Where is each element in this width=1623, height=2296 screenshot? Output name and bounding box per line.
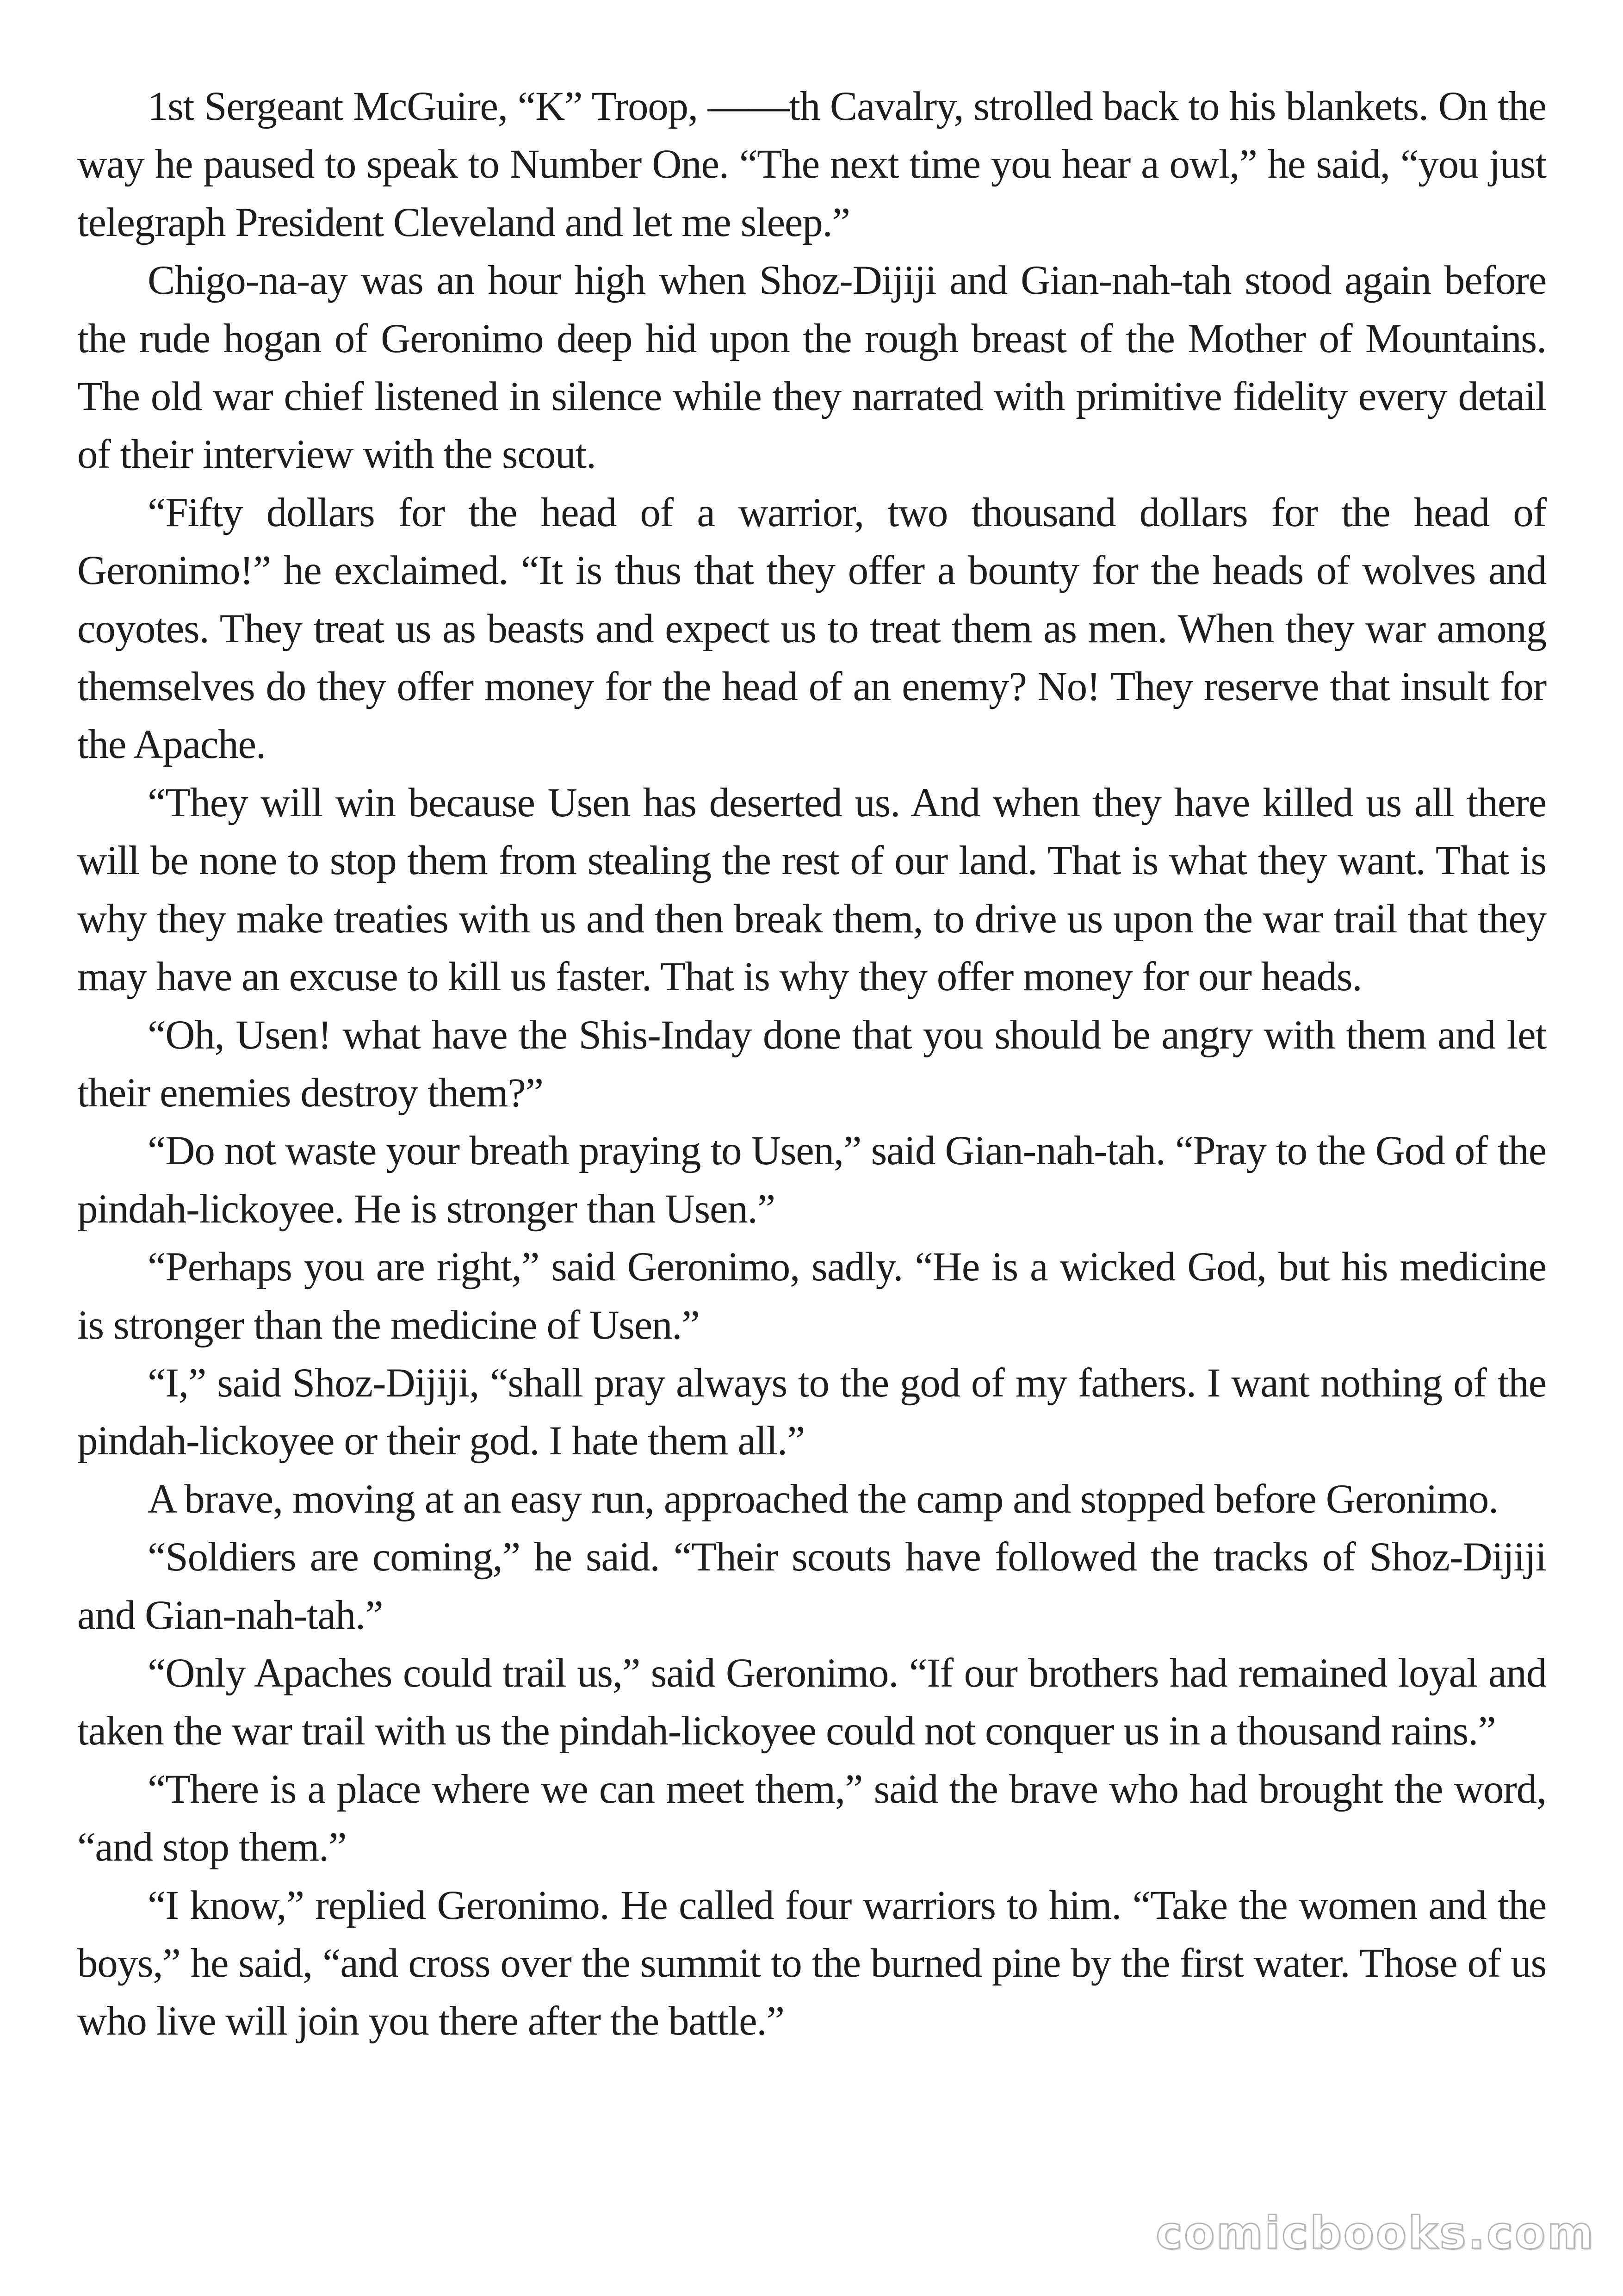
- paragraph: “Do not waste your breath praying to Usen,” said Gian-nah-tah. “Pray to the God of the pindah-lickoyee. He is stronger than Usen.”: [77, 1128, 1546, 1232]
- paragraph: A brave, moving at an easy run, approached the camp and stopped before Geronimo.: [148, 1476, 1499, 1522]
- watermark-logo: comicbooks.com: [1156, 2207, 1595, 2259]
- paragraph: “Only Apaches could trail us,” said Geronimo. “If our brothers had remained loyal and taken the war trail with us the pindah-lickoyee could not conquer us in a thousand rains.”: [77, 1650, 1546, 1754]
- paragraph: “They will win because Usen has deserted us. And when they have killed us all there will be none to stop them from stealing the rest of our land. That is what they want. That is why they make treaties with us and then break them, to drive us upon the war trail that they may have an excuse to kill us faster. That is why they offer money for our heads.: [77, 780, 1546, 1000]
- body-text: [77, 78, 1546, 2051]
- paragraph: Chigo-na-ay was an hour high when Shoz-Dijiji and Gian-nah-tah stood again before the rude hogan of Geronimo deep hid upon the rough breast of the Mother of Mountains. The old war chief listened in silence while they narrated with primitive fidelity every detail of their interview with the scout.: [77, 258, 1546, 478]
- paragraph: “Oh, Usen! what have the Shis-Inday done that you should be angry with them and let their enemies destroy them?”: [77, 1012, 1546, 1116]
- paragraph: “I know,” replied Geronimo. He called four warriors to him. “Take the women and the boys,” he said, “and cross over the summit to the burned pine by the first water. Those of us who live will join you there after the battle.”: [77, 1882, 1546, 2044]
- paragraph: 1st Sergeant McGuire, “K” Troop, ——th Cavalry, strolled back to his blankets. On the way he paused to speak to Number One. “The next time you hear a owl,” he said, “you just telegraph President Cleveland and let me sleep.”: [77, 84, 1546, 245]
- paragraph: “There is a place where we can meet them,” said the brave who had brought the word, “and stop them.”: [77, 1766, 1546, 1870]
- paragraph: “Soldiers are coming,” he said. “Their scouts have followed the tracks of Shoz-Dijiji and Gian-nah-tah.”: [77, 1534, 1546, 1638]
- paragraph: “I,” said Shoz-Dijiji, “shall pray always to the god of my fathers. I want nothing of the pindah-lickoyee or their god. I hate them all.”: [77, 1360, 1546, 1464]
- paragraph: “Perhaps you are right,” said Geronimo, sadly. “He is a wicked God, but his medicine is stronger than the medicine of Usen.”: [77, 1244, 1546, 1348]
- paragraph: “Fifty dollars for the head of a warrior, two thousand dollars for the head of Geronimo!” he exclaimed. “It is thus that they offer a bounty for the heads of wolves and coyotes. They treat us as beasts and expect us to treat them as men. When they war among themselves do they offer money for the head of an enemy? No! They reserve that insult for the Apache.: [77, 490, 1546, 768]
